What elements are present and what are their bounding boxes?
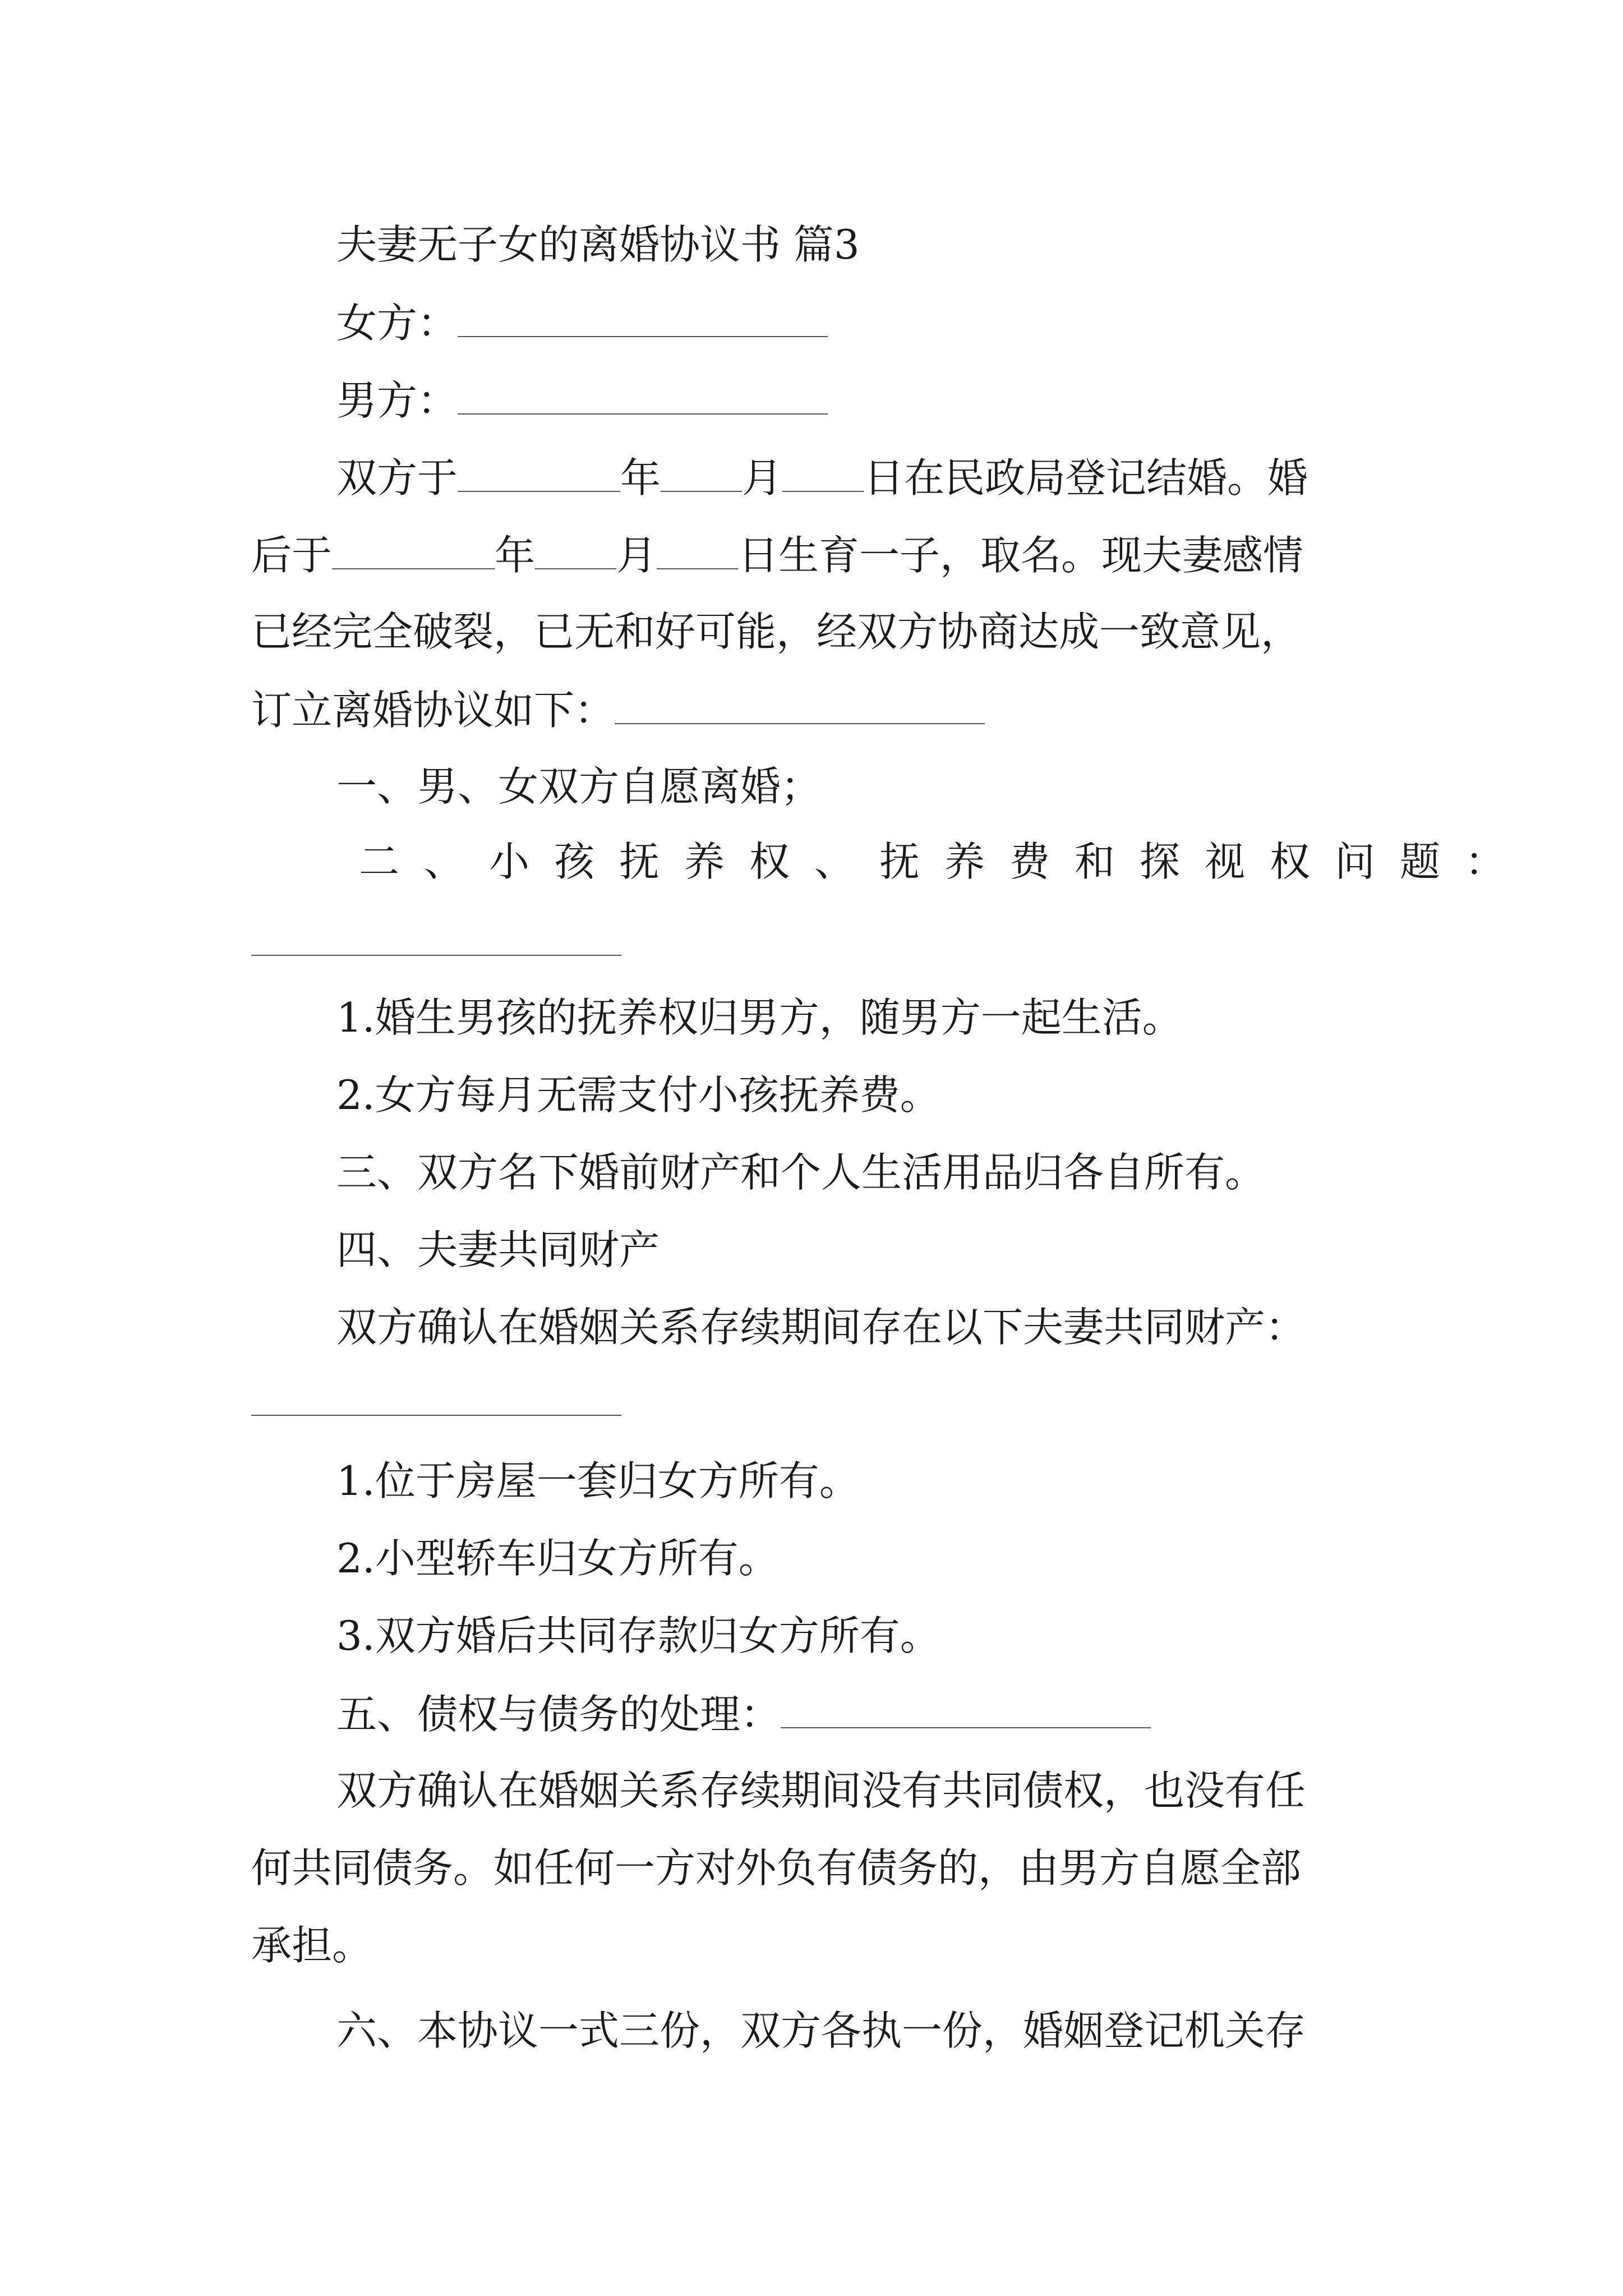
clause-5-heading: 五、债权与债务的处理： (336, 1691, 781, 1738)
birth-year-blank[interactable] (332, 534, 495, 569)
clause-4-item: 3.双方婚后共同存款归女方所有。 (336, 1612, 940, 1659)
clause-5-body: 承担。 (251, 1922, 373, 1969)
clause-6: 六、本协议一式三份，双方各执一份，婚姻登记机关存 (336, 2007, 1306, 2054)
clause-4-heading: 四、夫妻共同财产 (336, 1226, 660, 1273)
marriage-month-blank[interactable] (661, 457, 742, 492)
clause-2-item: 2.女方每月无需支付小孩抚养费。 (336, 1071, 940, 1119)
male-blank[interactable] (458, 379, 828, 415)
clause-2-heading: 二、小孩抚养权、抚养费和探视权问题： (359, 838, 1530, 885)
clause-1: 一、男、女双方自愿离婚； (336, 763, 822, 810)
clause-4-item: 1.位于房屋一套归女方所有。 (336, 1457, 860, 1504)
marriage-day-blank[interactable] (782, 457, 864, 492)
clause-5-body: 何共同债务。如任何一方对外负有债务的，由男方自愿全部 (251, 1844, 1302, 1892)
clause-4-blank[interactable] (251, 1415, 621, 1416)
clause-3: 三、双方名下婚前财产和个人生活用品归各自所有。 (336, 1149, 1266, 1196)
male-label: 男方： (336, 377, 458, 425)
year-label: 年 (495, 532, 536, 579)
month-label: 月 (616, 532, 657, 579)
female-party-line (336, 300, 828, 347)
clause-2-blank[interactable] (251, 955, 621, 956)
birth-day-blank[interactable] (657, 534, 738, 569)
birth-month-blank[interactable] (535, 534, 616, 569)
document-title: 夫妻无子女的离婚协议书 篇3 (336, 221, 860, 268)
intro-line-4 (251, 687, 985, 734)
male-party-line (336, 377, 828, 425)
intro-text: 订立离婚协议如下： (251, 687, 615, 734)
intro-line-3: 已经完全破裂，已无和好可能，经双方协商达成一致意见， (251, 608, 1302, 655)
marriage-year-blank[interactable] (458, 457, 620, 492)
agreement-blank[interactable] (615, 689, 985, 724)
clause-5-line (336, 1691, 1151, 1738)
clause-4-intro: 双方确认在婚姻关系存续期间存在以下夫妻共同财产： (336, 1304, 1306, 1351)
intro-line-2 (251, 532, 1304, 579)
intro-text: 日在民政局登记结婚。婚 (864, 454, 1308, 502)
clause-5-blank[interactable] (781, 1693, 1151, 1728)
clause-4-item: 2.小型轿车归女方所有。 (336, 1535, 779, 1582)
year-label: 年 (620, 454, 661, 502)
intro-text: 日生育一子，取名。现夫妻感情 (738, 532, 1304, 579)
month-label: 月 (742, 454, 783, 502)
intro-text: 双方于 (336, 454, 458, 502)
clause-2-item: 1.婚生男孩的抚养权归男方，随男方一起生活。 (336, 994, 1183, 1041)
female-label: 女方： (336, 300, 458, 347)
clause-5-body: 双方确认在婚姻关系存续期间没有共同债权，也没有任 (336, 1767, 1306, 1814)
intro-text: 后于 (251, 532, 333, 579)
female-blank[interactable] (458, 302, 828, 337)
intro-line-1 (336, 454, 1308, 502)
